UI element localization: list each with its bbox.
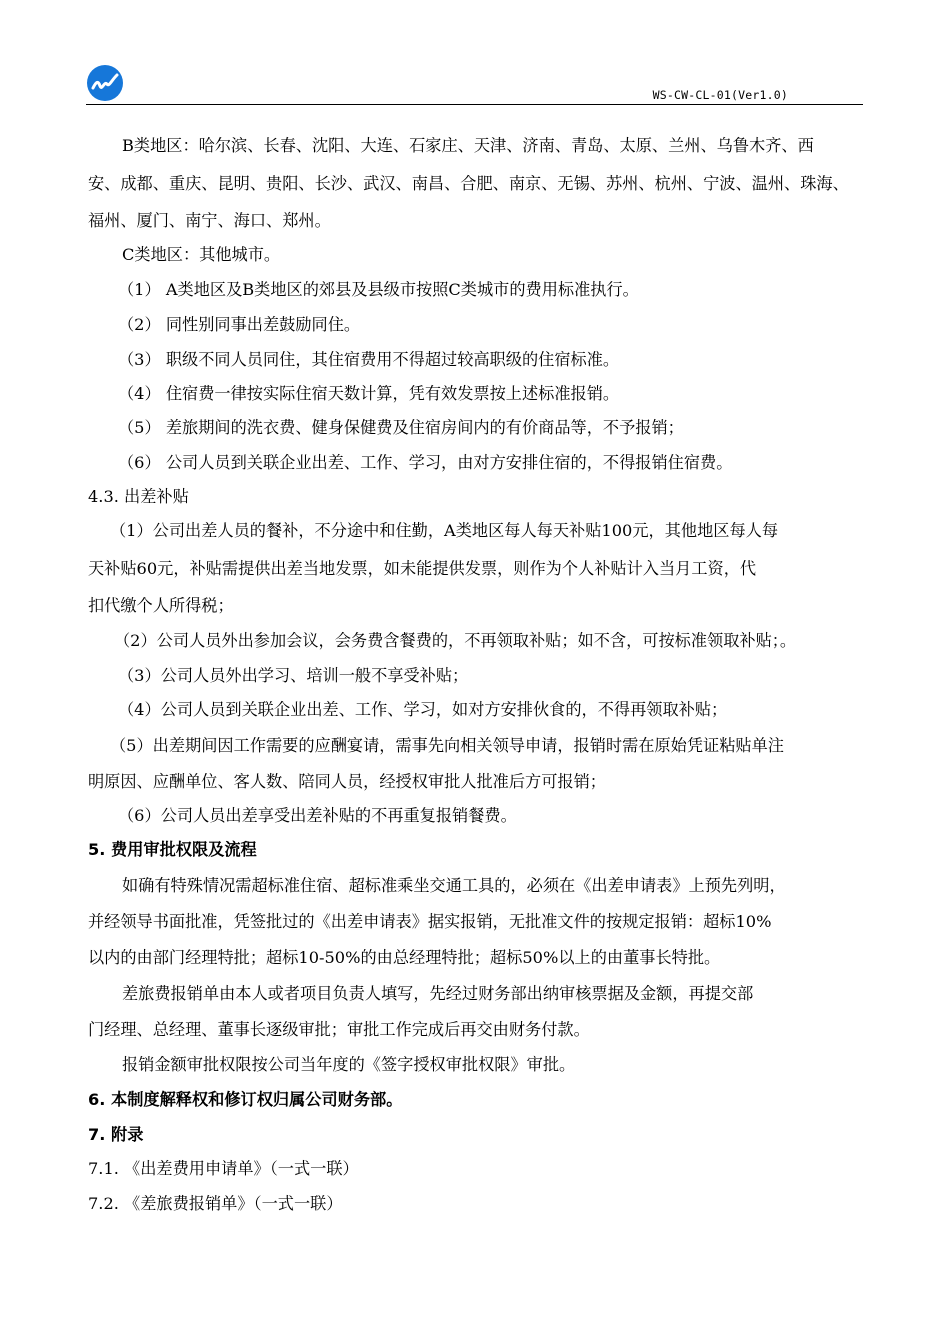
- section-7-heading: 7. 附录: [88, 1125, 144, 1144]
- allowance-item-2: （2）公司人员外出参加会议，会务费含餐费的，不再领取补贴；如不含，可按标准领取补贴；。: [114, 631, 797, 650]
- lodging-item-5: （5） 差旅期间的洗衣费、健身保健费及住宿房间内的有价商品等，不予报销；: [118, 418, 684, 437]
- allowance-item-6: （6）公司人员出差享受出差补贴的不再重复报销餐费。: [118, 806, 517, 825]
- section-4-3-heading: 4.3. 出差补贴: [88, 487, 189, 506]
- allowance-item-1-line-2: 天补贴60元，补贴需提供出差当地发票，如未能提供发票，则作为个人补贴计入当月工资，代: [88, 559, 757, 578]
- c-region-line: C类地区：其他城市。: [122, 245, 281, 264]
- lodging-item-2: （2） 同性别同事出差鼓励同住。: [118, 315, 361, 334]
- approval-para-2-line-1: 差旅费报销单由本人或者项目负责人填写，先经过财务部出纳审核票据及金额，再提交部: [122, 984, 754, 1003]
- lodging-item-6: （6） 公司人员到关联企业出差、工作、学习，由对方安排住宿的，不得报销住宿费。: [118, 453, 733, 472]
- b-region-line-1: B类地区：哈尔滨、长春、沈阳、大连、石家庄、天津、济南、青岛、太原、兰州、乌鲁木齐、西: [122, 136, 814, 155]
- approval-para-3: 报销金额审批权限按公司当年度的《签字授权审批权限》审批。: [122, 1055, 576, 1074]
- allowance-item-3: （3）公司人员外出学习、培训一般不享受补贴；: [118, 666, 469, 685]
- document-code: WS-CW-CL-01(Ver1.0): [652, 88, 788, 102]
- section-6-heading: 6. 本制度解释权和修订权归属公司财务部。: [88, 1090, 403, 1109]
- allowance-item-4: （4）公司人员到关联企业出差、工作、学习，如对方安排伙食的，不得再领取补贴；: [118, 700, 728, 719]
- appendix-item-2: 7.2. 《差旅费报销单》（一式一联）: [88, 1194, 343, 1213]
- allowance-item-5-line-1: （5）出差期间因工作需要的应酬宴请，需事先向相关领导申请，报销时需在原始凭证粘贴单注: [110, 736, 784, 755]
- header-divider: [86, 104, 863, 105]
- approval-para-1-line-2: 并经领导书面批准，凭签批过的《出差申请表》据实报销，无批准文件的按规定报销：超标10%: [88, 912, 772, 931]
- appendix-item-1: 7.1. 《出差费用申请单》（一式一联）: [88, 1159, 359, 1178]
- lodging-item-3: （3） 职级不同人员同住，其住宿费用不得超过较高职级的住宿标准。: [118, 350, 620, 369]
- b-region-line-3: 福州、厦门、南宁、海口、郑州。: [88, 211, 331, 230]
- company-logo-icon: [86, 64, 124, 102]
- allowance-item-1-line-1: （1）公司出差人员的餐补，不分途中和住勤，A类地区每人每天补贴100元，其他地区每人每: [110, 521, 779, 540]
- approval-para-2-line-2: 门经理、总经理、董事长逐级审批；审批工作完成后再交由财务付款。: [88, 1020, 590, 1039]
- section-5-heading: 5. 费用审批权限及流程: [88, 840, 257, 859]
- lodging-item-4: （4） 住宿费一律按实际住宿天数计算，凭有效发票按上述标准报销。: [118, 384, 620, 403]
- approval-para-1-line-3: 以内的由部门经理特批；超标10-50%的由总经理特批；超标50%以上的由董事长特批。: [88, 948, 721, 967]
- allowance-item-5-line-2: 明原因、应酬单位、客人数、陪同人员，经授权审批人批准后方可报销；: [88, 772, 606, 791]
- lodging-item-1: （1） A类地区及B类地区的郊县及县级市按照C类城市的费用标准执行。: [118, 280, 639, 299]
- approval-para-1-line-1: 如确有特殊情况需超标准住宿、超标准乘坐交通工具的，必须在《出差申请表》上预先列明，: [122, 876, 786, 895]
- b-region-line-2: 安、成都、重庆、昆明、贵阳、长沙、武汉、南昌、合肥、南京、无锡、苏州、杭州、宁波、温州、珠海、: [88, 174, 849, 193]
- allowance-item-1-line-3: 扣代缴个人所得税；: [88, 596, 234, 615]
